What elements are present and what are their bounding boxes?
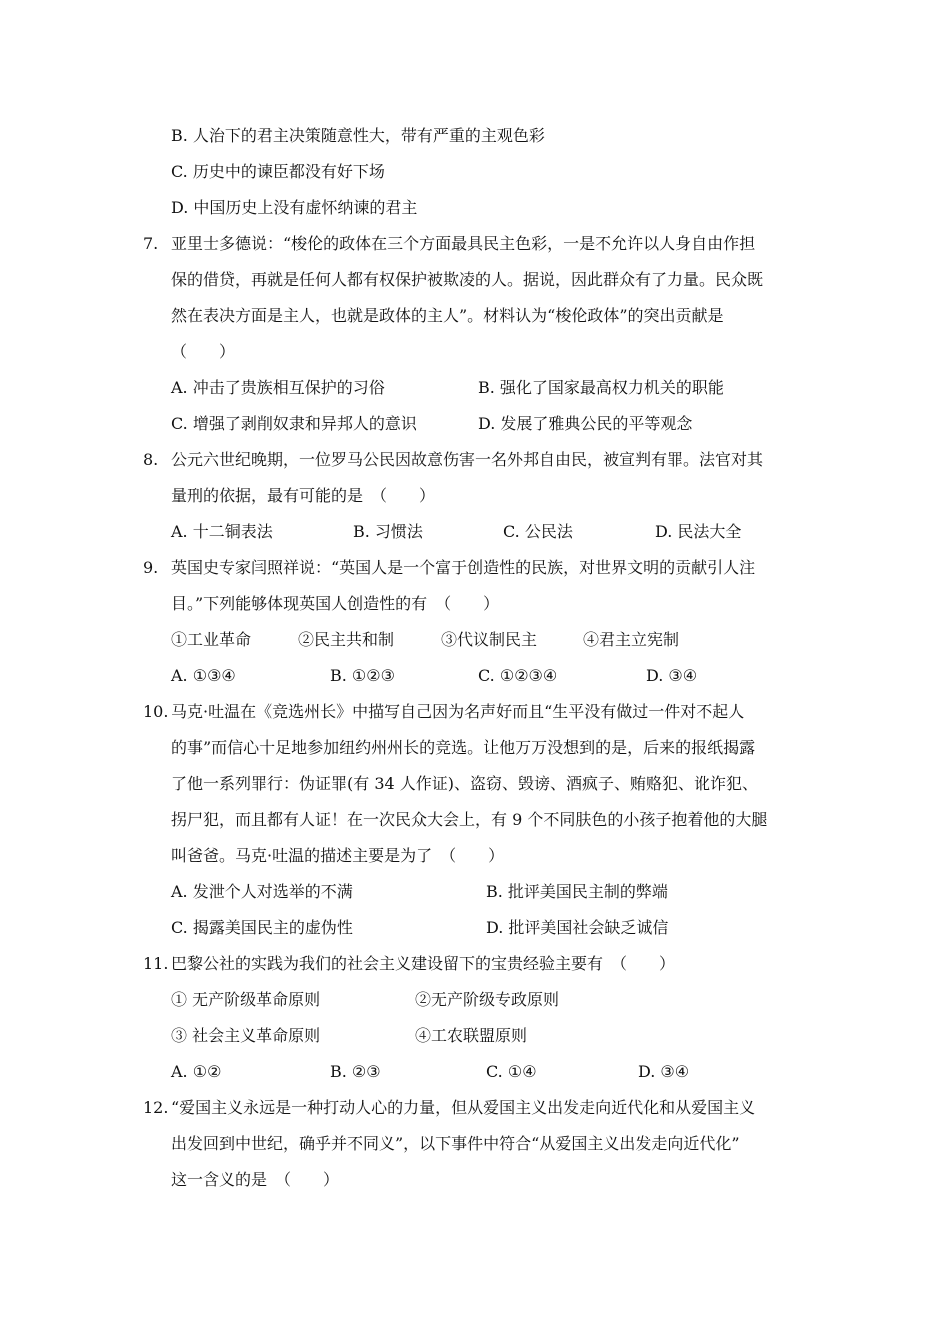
q6-option-c: C. 历史中的谏臣都没有好下场 (171, 162, 385, 181)
q7-stem-line3: 然在表决方面是主人，也就是政体的主人”。材料认为“梭伦政体”的突出贡献是 (171, 306, 724, 325)
q11-option-c: C. ①④ (486, 1062, 537, 1081)
q11-number: 11. (143, 954, 169, 973)
q11-option-d: D. ③④ (638, 1062, 690, 1081)
q8-stem-line1: 公元六世纪晚期，一位罗马公民因故意伤害一名外邦自由民，被宣判有罪。法官对其 (171, 450, 764, 469)
q10-stem-line5: 叫爸爸。马克·吐温的描述主要是为了 （ ） (171, 846, 505, 865)
q9-number: 9. (143, 558, 159, 577)
q9-option-b: B. ①②③ (330, 666, 395, 685)
q12-stem-line2: 出发回到中世纪，确乎并不同义”，以下事件中符合“从爱国主义出发走向近代化” (171, 1134, 740, 1153)
q9-item-4: ④君主立宪制 (583, 630, 680, 649)
q10-option-d: D. 批评美国社会缺乏诚信 (486, 918, 669, 937)
q9-option-c: C. ①②③④ (478, 666, 558, 685)
q10-stem-line4: 拐尸犯，而且都有人证！在一次民众大会上，有 9 个不同肤色的小孩子抱着他的大腿 (171, 810, 768, 829)
q6-option-b: B. 人治下的君主决策随意性大，带有严重的主观色彩 (171, 126, 545, 145)
q10-stem-line3: 了他一系列罪行：伪证罪(有 34 人作证)、盗窃、毁谤、酒疯子、贿赂犯、讹诈犯、 (171, 774, 759, 793)
q7-option-a: A. 冲击了贵族相互保护的习俗 (171, 378, 385, 397)
q11-option-a: A. ①② (171, 1062, 222, 1081)
q7-stem-line2: 保的借贷，再就是任何人都有权保护被欺凌的人。据说，因此群众有了力量。民众既 (171, 270, 764, 289)
q11-item-4: ④工农联盟原则 (415, 1026, 528, 1045)
q7-answer-blank: （ ） (171, 342, 236, 361)
q7-number: 7. (143, 234, 159, 253)
q9-option-d: D. ③④ (646, 666, 698, 685)
q8-option-d: D. 民法大全 (655, 522, 742, 541)
q7-option-b: B. 强化了国家最高权力机关的职能 (478, 378, 724, 397)
q11-item-1: ① 无产阶级革命原则 (171, 990, 321, 1009)
q12-stem-line3: 这一含义的是 （ ） (171, 1170, 340, 1189)
q7-option-c: C. 增强了剥削奴隶和异邦人的意识 (171, 414, 417, 433)
q9-item-1: ①工业革命 (171, 630, 252, 649)
q9-option-a: A. ①③④ (171, 666, 236, 685)
q8-option-b: B. 习惯法 (353, 522, 423, 541)
q6-option-d: D. 中国历史上没有虚怀纳谏的君主 (171, 198, 418, 217)
q11-stem-line1: 巴黎公社的实践为我们的社会主义建设留下的宝贵经验主要有 （ ） (171, 954, 676, 973)
q10-stem-line1: 马克·吐温在《竞选州长》中描写自己因为名声好而且“生平没有做过一件对不起人 (171, 702, 745, 721)
q8-option-a: A. 十二铜表法 (171, 522, 273, 541)
q9-item-3: ③代议制民主 (441, 630, 538, 649)
q8-stem-line2: 量刑的依据，最有可能的是 （ ） (171, 486, 436, 505)
q10-stem-line2: 的事”而信心十足地参加纽约州州长的竞选。让他万万没想到的是，后来的报纸揭露 (171, 738, 756, 757)
q9-item-2: ②民主共和制 (298, 630, 395, 649)
q9-stem-line1: 英国史专家闫照祥说：“英国人是一个富于创造性的民族，对世界文明的贡献引人注 (171, 558, 756, 577)
q10-option-b: B. 批评美国民主制的弊端 (486, 882, 668, 901)
q11-option-b: B. ②③ (330, 1062, 381, 1081)
q7-stem-line1: 亚里士多德说：“梭伦的政体在三个方面最具民主色彩，一是不允许以人身自由作担 (171, 234, 756, 253)
q10-option-a: A. 发泄个人对选举的不满 (171, 882, 353, 901)
q7-option-d: D. 发展了雅典公民的平等观念 (478, 414, 693, 433)
q12-number: 12. (143, 1098, 169, 1117)
q10-option-c: C. 揭露美国民主的虚伪性 (171, 918, 353, 937)
q8-number: 8. (143, 450, 159, 469)
q8-option-c: C. 公民法 (503, 522, 573, 541)
q11-item-3: ③ 社会主义革命原则 (171, 1026, 321, 1045)
q12-stem-line1: “爱国主义永远是一种打动人心的力量，但从爱国主义出发走向近代化和从爱国主义 (171, 1098, 756, 1117)
q9-stem-line2: 目。”下列能够体现英国人创造性的有 （ ） (171, 594, 500, 613)
q11-item-2: ②无产阶级专政原则 (415, 990, 560, 1009)
q10-number: 10. (143, 702, 169, 721)
